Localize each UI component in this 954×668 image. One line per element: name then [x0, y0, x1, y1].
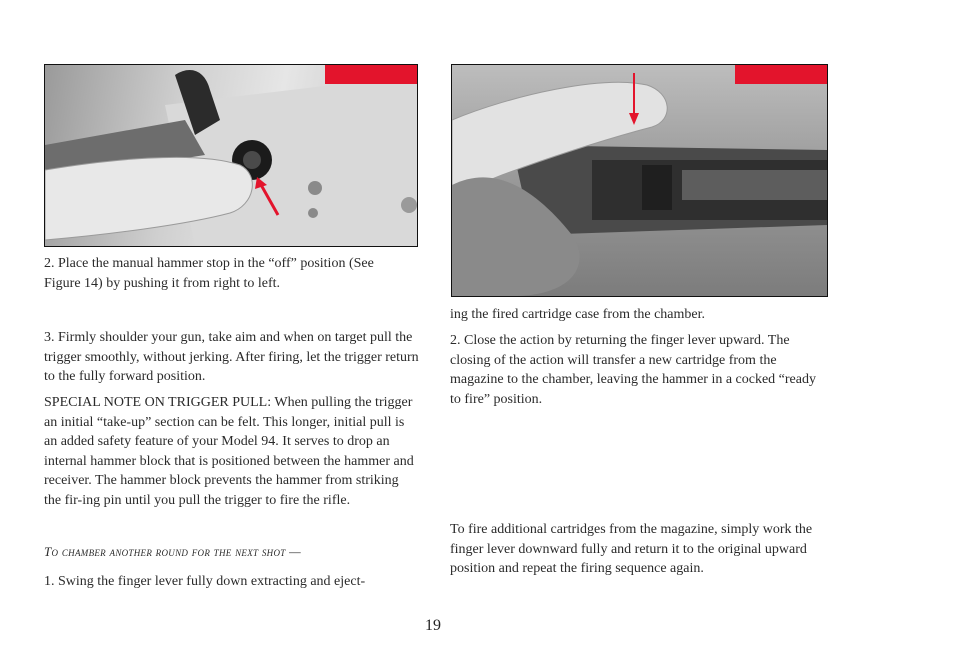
special-note-trigger: SPECIAL NOTE ON TRIGGER PULL: When pulling the trigger an initial “take-up” section can be felt. This longer, initial pull is an added safety feature of your Model 94. It serves to drop an internal hammer block that is positioned between the hammer and receiver. The hammer block prevents the hammer from striking the fir-ing pin until you pull the trigger to fire the rifle.	[44, 395, 414, 508]
continuation-text: ing the fired cartridge case from the chamber.	[450, 307, 705, 322]
figure-hammer-stop	[44, 64, 418, 247]
hammer-stop-photo-icon	[45, 65, 417, 246]
page-number: 19	[425, 617, 441, 634]
action-closing-photo-icon	[452, 65, 827, 296]
additional-cartridges-text: To fire additional cartridges from the magazine, simply work the finger lever downward fully and return it to the original upward position and repeat the firing sequence again.	[450, 522, 813, 576]
step-3-fire: 3. Firmly shoulder your gun, take aim and when on target pull the trigger smoothly, without jerking. After firing, let the trigger return to the fully forward position.	[44, 330, 419, 384]
figure-tag	[325, 65, 417, 84]
step-1-finger-lever: 1. Swing the finger lever fully down extracting and eject-	[44, 574, 366, 589]
step-2-hammer-stop: 2. Place the manual hammer stop in the “off” position (See Figure 14) by pushing it from right to left.	[44, 256, 374, 291]
section-heading-chamber: To chamber another round for the next shot —	[44, 544, 301, 559]
figure-action-closing	[451, 64, 828, 297]
step-2-close-action: 2. Close the action by returning the finger lever upward. The closing of the action will transfer a new cartridge from the magazine to the chamber, leaving the hammer in a cocked “ready to fire” position.	[450, 333, 816, 407]
figure-tag	[735, 65, 827, 84]
